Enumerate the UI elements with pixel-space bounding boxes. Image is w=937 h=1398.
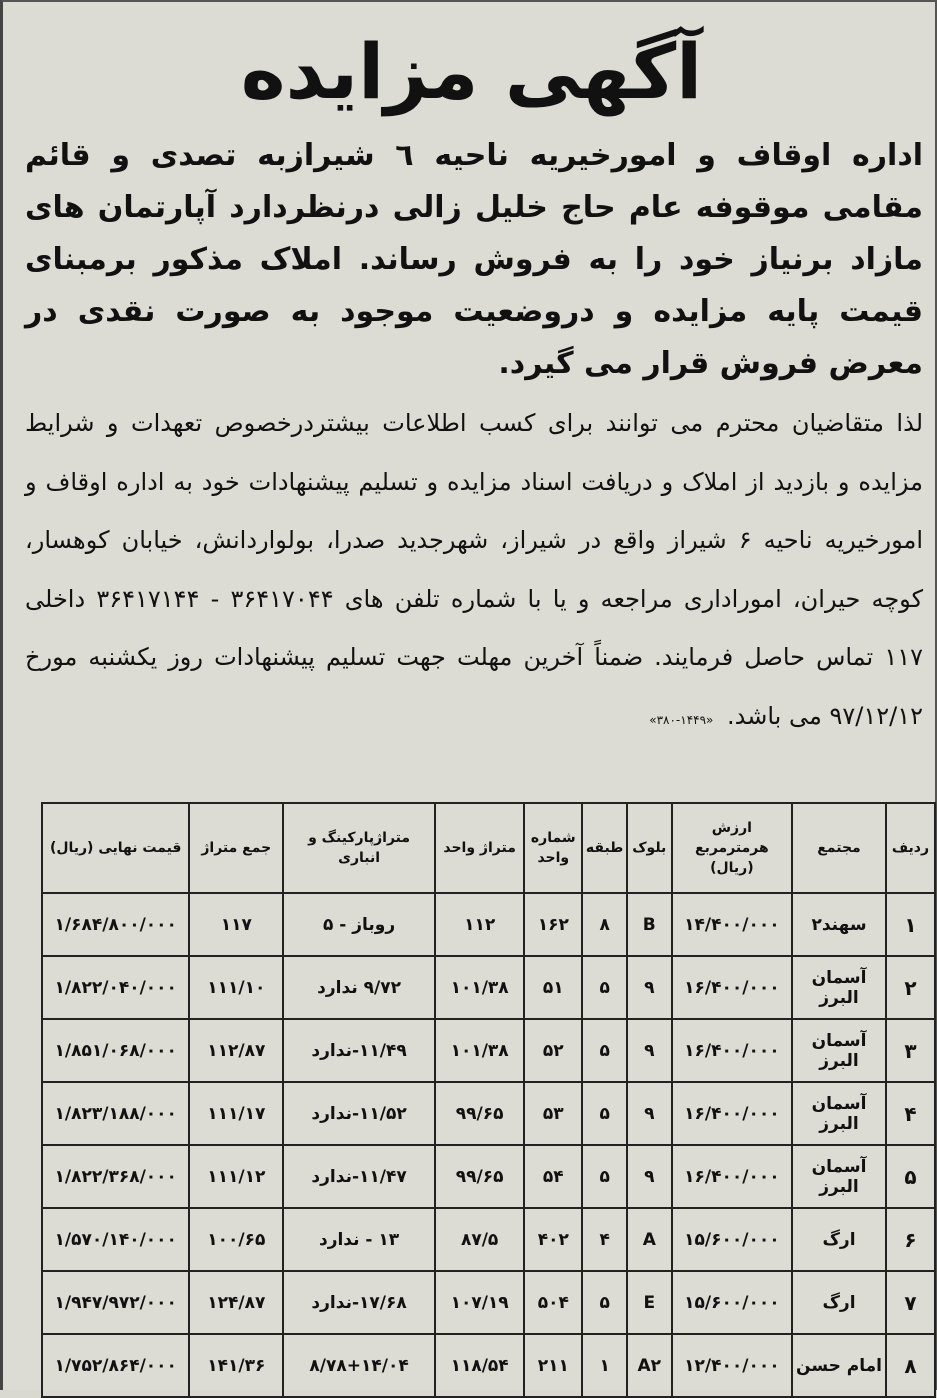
header-row-number: ردیف [886, 803, 935, 893]
cell-complex: آسمان البرز [792, 1082, 886, 1145]
cell-block: A [627, 1208, 672, 1271]
cell-complex: سهند۲ [792, 893, 886, 956]
table-row [42, 956, 935, 1019]
cell-parking-storage-area: ۹/۷۲ ندارد [283, 956, 435, 1019]
cell-parking-storage-area: ۱۱/۵۲-ندارد [283, 1082, 435, 1145]
table-header-row [42, 803, 935, 893]
cell-floor: ۵ [582, 1145, 627, 1208]
cell-parking-storage-area: ۱۳ - ندارد [283, 1208, 435, 1271]
cell-parking-storage-area: ۸/۷۸+۱۴/۰۴ [283, 1334, 435, 1397]
cell-row-number: ۶ [886, 1208, 935, 1271]
cell-unit-number: ۵۱ [524, 956, 582, 1019]
cell-price-per-sqm: ۱۲/۴۰۰/۰۰۰ [672, 1334, 793, 1397]
cell-block: ۹ [627, 1019, 672, 1082]
cell-price-per-sqm: ۱۵/۶۰۰/۰۰۰ [672, 1208, 793, 1271]
ad-code: «۱۴۴۹-۳۸۰» [649, 712, 714, 727]
cell-price-per-sqm: ۱۶/۴۰۰/۰۰۰ [672, 1145, 793, 1208]
cell-block: B [627, 893, 672, 956]
cell-unit-area: ۱۰۱/۳۸ [435, 1019, 524, 1082]
table-row [42, 1271, 935, 1334]
cell-row-number: ۷ [886, 1271, 935, 1334]
cell-complex: ارگ [792, 1208, 886, 1271]
header-parking-storage-area: متراژپارکینگ و انباری [283, 803, 435, 893]
cell-unit-number: ۱۶۲ [524, 893, 582, 956]
cell-floor: ۱ [582, 1334, 627, 1397]
cell-floor: ۵ [582, 1271, 627, 1334]
cell-final-price: ۱/۸۵۱/۰۶۸/۰۰۰ [42, 1019, 189, 1082]
header-final-price: قیمت نهایی (ریال) [42, 803, 189, 893]
table-row [42, 1082, 935, 1145]
cell-unit-area: ۹۹/۶۵ [435, 1145, 524, 1208]
header-floor: طبقه [582, 803, 627, 893]
intro-paragraph: اداره اوقاف و امورخیریه ناحیه ٦ شیرازبه تصدی و قائم مقامی موقوفه عام حاج خلیل زالی درنظردارد آپارتمان های مازاد برنیاز خود را به فروش رساند. املاک مذکور برمبنای قیمت پایه مزایده و دروضعیت موجود به صورت نقدی در معرض فروش قرار می گیرد. [25, 138, 923, 381]
cell-final-price: ۱/۸۲۲/۰۴۰/۰۰۰ [42, 956, 189, 1019]
cell-total-area: ۱۱۲/۸۷ [189, 1019, 283, 1082]
table-row [42, 893, 935, 956]
cell-row-number: ۴ [886, 1082, 935, 1145]
notice-title: آگهی مزایده [240, 27, 703, 116]
cell-row-number: ۳ [886, 1019, 935, 1082]
cell-floor: ۴ [582, 1208, 627, 1271]
cell-unit-number: ۴۰۲ [524, 1208, 582, 1271]
cell-total-area: ۱۲۴/۸۷ [189, 1271, 283, 1334]
details-paragraph [25, 394, 923, 749]
cell-floor: ۵ [582, 1019, 627, 1082]
table-row [42, 1208, 935, 1271]
cell-unit-area: ۱۰۷/۱۹ [435, 1271, 524, 1334]
cell-block: ۹ [627, 956, 672, 1019]
cell-row-number: ۱ [886, 893, 935, 956]
cell-unit-area: ۱۱۲ [435, 893, 524, 956]
cell-complex: آسمان البرز [792, 956, 886, 1019]
cell-total-area: ۱۱۷ [189, 893, 283, 956]
cell-floor: ۵ [582, 1082, 627, 1145]
cell-floor: ۸ [582, 893, 627, 956]
cell-total-area: ۱۴۱/۳۶ [189, 1334, 283, 1397]
cell-complex: آسمان البرز [792, 1019, 886, 1082]
cell-total-area: ۱۱۱/۱۲ [189, 1145, 283, 1208]
header-complex: مجتمع [792, 803, 886, 893]
cell-unit-number: ۵۲ [524, 1019, 582, 1082]
cell-unit-area: ۱۰۱/۳۸ [435, 956, 524, 1019]
cell-price-per-sqm: ۱۶/۴۰۰/۰۰۰ [672, 1082, 793, 1145]
header-unit-number: شماره واحد [524, 803, 582, 893]
cell-unit-area: ۹۹/۶۵ [435, 1082, 524, 1145]
cell-total-area: ۱۰۰/۶۵ [189, 1208, 283, 1271]
cell-total-area: ۱۱۱/۱۷ [189, 1082, 283, 1145]
cell-row-number: ۸ [886, 1334, 935, 1397]
properties-table-container [41, 802, 936, 1378]
properties-table [41, 802, 936, 1398]
cell-final-price: ۱/۷۵۲/۸۶۴/۰۰۰ [42, 1334, 189, 1397]
cell-price-per-sqm: ۱۶/۴۰۰/۰۰۰ [672, 1019, 793, 1082]
cell-unit-number: ۲۱۱ [524, 1334, 582, 1397]
cell-block: ۹ [627, 1082, 672, 1145]
cell-complex: امام حسن [792, 1334, 886, 1397]
cell-unit-number: ۵۰۴ [524, 1271, 582, 1334]
header-total-area: جمع متراژ [189, 803, 283, 893]
cell-price-per-sqm: ۱۶/۴۰۰/۰۰۰ [672, 956, 793, 1019]
cell-price-per-sqm: ۱۵/۶۰۰/۰۰۰ [672, 1271, 793, 1334]
header-price-per-sqm: ارزش هرمترمربع (ریال) [672, 803, 793, 893]
cell-final-price: ۱/۸۲۲/۳۶۸/۰۰۰ [42, 1145, 189, 1208]
cell-parking-storage-area: روباز - ۵ [283, 893, 435, 956]
cell-unit-number: ۵۳ [524, 1082, 582, 1145]
cell-row-number: ۵ [886, 1145, 935, 1208]
cell-unit-area: ۸۷/۵ [435, 1208, 524, 1271]
cell-total-area: ۱۱۱/۱۰ [189, 956, 283, 1019]
cell-final-price: ۱/۶۸۴/۸۰۰/۰۰۰ [42, 893, 189, 956]
cell-unit-number: ۵۴ [524, 1145, 582, 1208]
cell-row-number: ۲ [886, 956, 935, 1019]
table-row [42, 1019, 935, 1082]
cell-complex: ارگ [792, 1271, 886, 1334]
cell-parking-storage-area: ۱۷/۶۸-ندارد [283, 1271, 435, 1334]
table-row [42, 1145, 935, 1208]
table-body [42, 893, 935, 1397]
cell-block: ۹ [627, 1145, 672, 1208]
cell-parking-storage-area: ۱۱/۴۹-ندارد [283, 1019, 435, 1082]
header-unit-area: متراژ واحد [435, 803, 524, 893]
details-text: لذا متقاضیان محترم می توانند برای کسب اطلاعات بیشتردرخصوص تعهدات و شرایط مزایده و بازدید از املاک و دریافت اسناد مزایده و تسلیم پیشنهادات خود به اداره اوقاف و امورخیریه ناحیه ۶ شیراز واقع در شیراز، شهرجدید صدرا، بولواردانش، خیابان کوهسار، کوچه حیران، اموراداری مراجعه و یا با شماره تلفن های ۳۶۴۱۷۰۴۴ - ۳۶۴۱۷۱۴۴ داخلی ۱۱۷ تماس حاصل فرمایند. ضمناً آخرین مهلت جهت تسلیم پیشنهادات روز یکشنبه مورخ ۹۷/۱۲/۱۲ می باشد. [25, 409, 923, 730]
cell-unit-area: ۱۱۸/۵۴ [435, 1334, 524, 1397]
header-block: بلوک [627, 803, 672, 893]
cell-price-per-sqm: ۱۴/۴۰۰/۰۰۰ [672, 893, 793, 956]
cell-final-price: ۱/۸۲۳/۱۸۸/۰۰۰ [42, 1082, 189, 1145]
cell-parking-storage-area: ۱۱/۴۷-ندارد [283, 1145, 435, 1208]
cell-floor: ۵ [582, 956, 627, 1019]
cell-complex: آسمان البرز [792, 1145, 886, 1208]
cell-block: E [627, 1271, 672, 1334]
cell-final-price: ۱/۵۷۰/۱۴۰/۰۰۰ [42, 1208, 189, 1271]
cell-final-price: ۱/۹۴۷/۹۷۲/۰۰۰ [42, 1271, 189, 1334]
cell-block: A۲ [627, 1334, 672, 1397]
table-row [42, 1334, 935, 1397]
